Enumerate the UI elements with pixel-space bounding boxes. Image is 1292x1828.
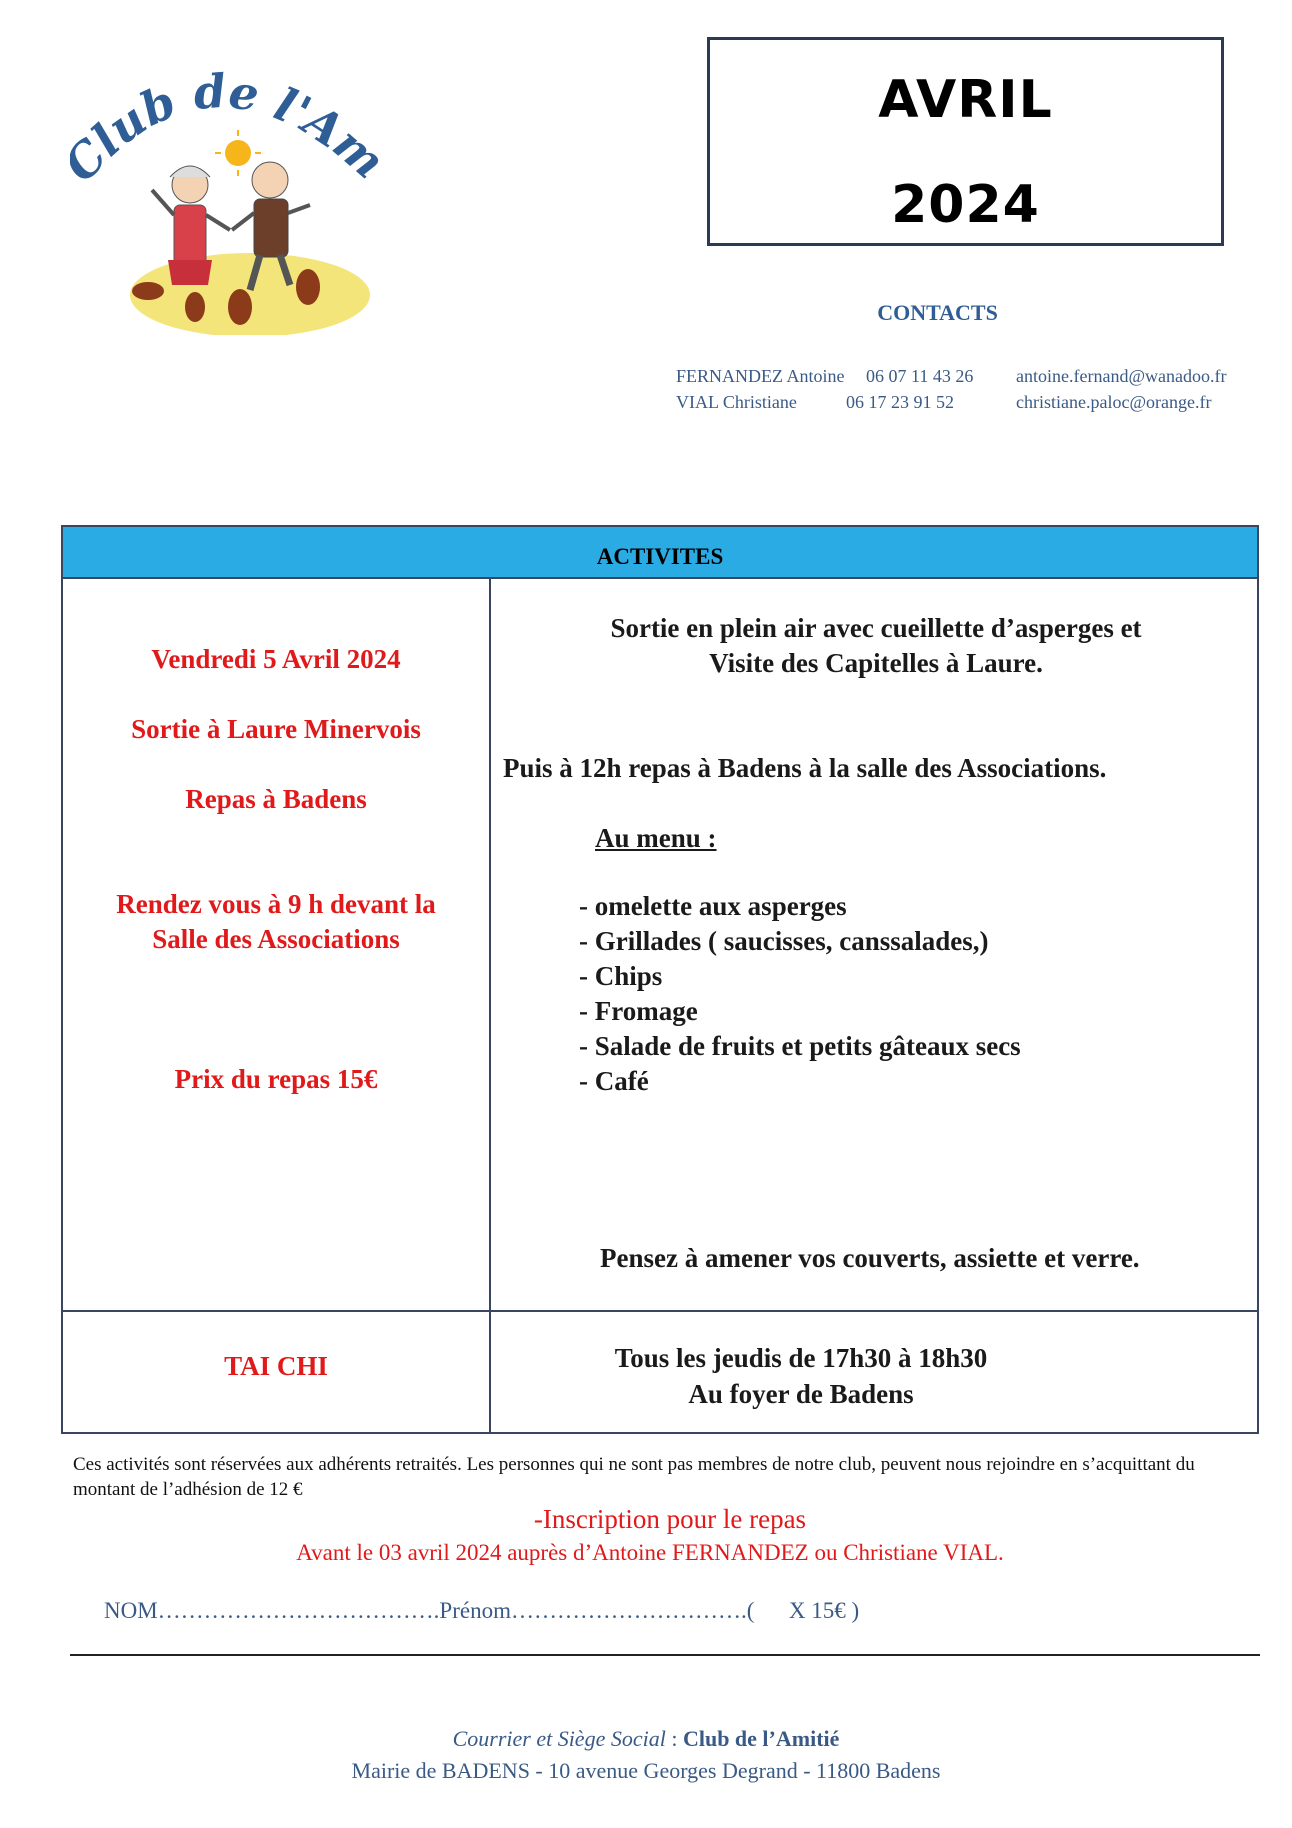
menu-item: - Café [579,1066,649,1096]
taichi-name: TAI CHI [224,1351,328,1381]
menu-item: - Grillades ( saucisses, canssalades,) [579,926,989,956]
registration-form-line[interactable]: NOM……………………………….Prénom………………………….( X 15€ ) [104,1598,860,1623]
contact-email[interactable]: antoine.fernand@wanadoo.fr [1016,366,1227,386]
meeting-line-2: Salle des Associations [152,924,400,954]
contact-phone: 06 07 11 43 26 [866,366,974,386]
footer-club: Club de l’Amitié [682,1726,840,1751]
club-logo [70,55,430,335]
inscription-title: -Inscription pour le repas [533,1504,807,1534]
footer-separator: : [665,1726,683,1751]
month-label: AVRIL [878,70,1053,130]
column-divider [489,577,491,1432]
taichi-location: Au foyer de Badens [688,1379,914,1409]
contact-name: VIAL Christiane [676,392,797,412]
lunch-info: Puis à 12h repas à Badens à la salle des Associations. [503,753,1107,783]
contacts-title: CONTACTS [877,300,998,325]
event-date: Vendredi 5 Avril 2024 [151,644,401,674]
contact-row [676,392,1212,476]
meal-price: Prix du repas 15€ [174,1064,378,1094]
meeting-line-1: Rendez vous à 9 h devant la [116,889,436,919]
contact-email[interactable]: christiane.paloc@orange.fr [1016,392,1212,412]
menu-item: - Fromage [579,996,698,1026]
menu-item: - Salade de fruits et petits gâteaux secs [579,1031,1021,1061]
year-label: 2024 [891,175,1040,235]
event-outing: Sortie à Laure Minervois [131,714,421,744]
desc-line-2: Visite des Capitelles à Laure. [709,648,1043,678]
footer-address: Mairie de BADENS - 10 avenue Georges Degrand - 11800 Badens [351,1758,941,1783]
logo-text: lub de l'Am [81,63,396,190]
event-meal: Repas à Badens [185,784,367,814]
separator-line [70,1654,1260,1656]
ground-shape [130,253,370,335]
contact-name: FERNANDEZ Antoine [676,366,845,386]
menu-item: - omelette aux asperges [579,891,847,921]
activities-header: ACTIVITES [63,527,1257,579]
month-box [707,37,1224,246]
membership-notice: Ces activités sont réservées aux adhérents retraités. Les personnes qui ne sont pas membres de notre club, peuvent nous rejoindre en s’acquittant du montant de l’adhésion de 12 € [73,1454,1195,1500]
desc-line-1: Sortie en plein air avec cueillette d’asperges et [610,613,1142,643]
menu-item: - Chips [579,961,663,991]
footer-label: Courrier et Siège Social [452,1726,666,1751]
activities-table [61,525,1259,1434]
sun-icon [225,140,251,166]
contact-phone: 06 17 23 91 52 [846,392,954,412]
footer-line-1 [0,1726,1292,1752]
taichi-schedule: Tous les jeudis de 17h30 à 18h30 [614,1343,988,1373]
row-divider [63,1310,1257,1312]
menu-title: Au menu : [595,823,717,853]
reminder: Pensez à amener vos couverts, assiette et verre. [600,1243,1140,1273]
inscription-deadline: Avant le 03 avril 2024 auprès d’Antoine FERNANDEZ ou Christiane VIAL. [296,1540,1004,1565]
